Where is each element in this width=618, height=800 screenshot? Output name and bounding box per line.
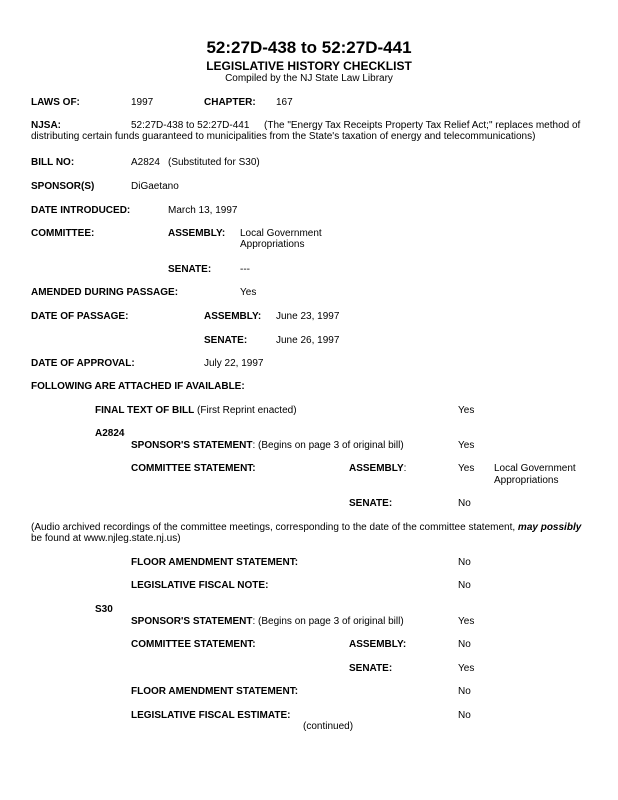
page-title: 52:27D-438 to 52:27D-441 [206, 38, 412, 57]
final-text-label: FINAL TEXT OF BILL [95, 405, 195, 416]
passage-assembly-label: ASSEMBLY: [204, 311, 262, 322]
a2824-sponsor-statement-note: : (Begins on page 3 of original bill) [252, 440, 404, 451]
approval-label: DATE OF APPROVAL: [31, 358, 135, 369]
a2824-bill-label: A2824 [95, 428, 125, 439]
a2824-assembly-label: ASSEMBLY [349, 463, 404, 474]
s30-bill-label: S30 [95, 604, 113, 615]
s30-fiscal-estimate-value: No [458, 710, 471, 721]
passage-label: DATE OF PASSAGE: [31, 311, 129, 322]
s30-senate-label: SENATE: [349, 663, 393, 674]
passage-assembly-value: June 23, 1997 [276, 311, 340, 322]
a2824-assembly-value: Yes [458, 463, 475, 474]
s30-sponsor-statement-row [131, 616, 404, 628]
passage-senate-label: SENATE: [204, 335, 248, 346]
chapter-label: CHAPTER: [204, 97, 256, 108]
amended-value: Yes [240, 287, 257, 298]
date-introduced-label: DATE INTRODUCED: [31, 205, 131, 216]
a2824-committee-statement-label: COMMITTEE STATEMENT: [131, 463, 256, 474]
s30-floor-amendment-value: No [458, 686, 471, 697]
a2824-assembly-committee-line1: Local Government [494, 463, 576, 474]
committee-assembly-line1: Local Government [240, 228, 322, 239]
final-text-value: Yes [458, 405, 475, 416]
committee-assembly-label: ASSEMBLY: [168, 228, 226, 239]
a2824-assembly-committee-line2: Appropriations [494, 475, 559, 486]
page-subtitle: LEGISLATIVE HISTORY CHECKLIST [206, 59, 412, 73]
s30-sponsor-statement-label: SPONSOR'S STATEMENT [131, 616, 253, 627]
njsa-value: 52:27D-438 to 52:27D-441 [131, 120, 250, 131]
a2824-fiscal-note-value: No [458, 580, 471, 591]
passage-senate-value: June 26, 1997 [276, 335, 340, 346]
committee-assembly-line2: Appropriations [240, 239, 305, 250]
bill-no-note: (Substituted for S30) [168, 157, 260, 168]
a2824-sponsor-statement-value: Yes [458, 440, 475, 451]
a2824-assembly-row [349, 463, 406, 475]
amended-label: AMENDED DURING PASSAGE: [31, 287, 179, 298]
sponsor-value: DiGaetano [131, 181, 179, 192]
attached-heading: FOLLOWING ARE ATTACHED IF AVAILABLE: [31, 381, 245, 392]
approval-value: July 22, 1997 [204, 358, 264, 369]
audio-note-line2: be found at www.njleg.state.nj.us) [31, 533, 181, 544]
a2824-sponsor-statement-row [131, 440, 404, 452]
s30-assembly-value: No [458, 639, 471, 650]
a2824-fiscal-note-label: LEGISLATIVE FISCAL NOTE: [131, 580, 269, 591]
njsa-description-line2: distributing certain funds guaranteed to municipalities from the State's taxation of energy and telecommunications) [31, 131, 536, 142]
compiled-by: Compiled by the NJ State Law Library [225, 73, 393, 84]
bill-no-label: BILL NO: [31, 157, 75, 168]
a2824-assembly-colon: : [403, 463, 407, 474]
s30-sponsor-statement-value: Yes [458, 616, 475, 627]
a2824-floor-amendment-label: FLOOR AMENDMENT STATEMENT: [131, 557, 299, 568]
s30-senate-value: Yes [458, 663, 475, 674]
audio-note-text: (Audio archived recordings of the committee meetings, corresponding to the date of the committee statement, [31, 522, 518, 533]
chapter-value: 167 [276, 97, 293, 108]
final-text-row [95, 405, 297, 417]
laws-of-value: 1997 [131, 97, 154, 108]
audio-note-emphasis: may possibly [517, 522, 582, 533]
bill-no-value: A2824 [131, 157, 160, 168]
s30-assembly-label: ASSEMBLY: [349, 639, 407, 650]
njsa-description-line1: (The "Energy Tax Receipts Property Tax Relief Act;" replaces method of [264, 120, 581, 131]
s30-committee-statement-label: COMMITTEE STATEMENT: [131, 639, 256, 650]
njsa-label: NJSA: [31, 120, 62, 131]
a2824-sponsor-statement-label: SPONSOR'S STATEMENT [131, 440, 253, 451]
s30-fiscal-estimate-label: LEGISLATIVE FISCAL ESTIMATE: [131, 710, 291, 721]
sponsor-label: SPONSOR(S) [31, 181, 95, 192]
date-introduced-value: March 13, 1997 [168, 205, 238, 216]
committee-senate-label: SENATE: [168, 264, 212, 275]
a2824-senate-value: No [458, 498, 471, 509]
s30-sponsor-statement-note: : (Begins on page 3 of original bill) [252, 616, 404, 627]
s30-floor-amendment-label: FLOOR AMENDMENT STATEMENT: [131, 686, 299, 697]
committee-senate-value: --- [240, 264, 250, 275]
committee-label: COMMITTEE: [31, 228, 95, 239]
final-text-note: (First Reprint enacted) [197, 405, 297, 416]
a2824-floor-amendment-value: No [458, 557, 471, 568]
laws-of-label: LAWS OF: [31, 97, 80, 108]
a2824-senate-label: SENATE: [349, 498, 393, 509]
continued-note: (continued) [303, 721, 354, 732]
